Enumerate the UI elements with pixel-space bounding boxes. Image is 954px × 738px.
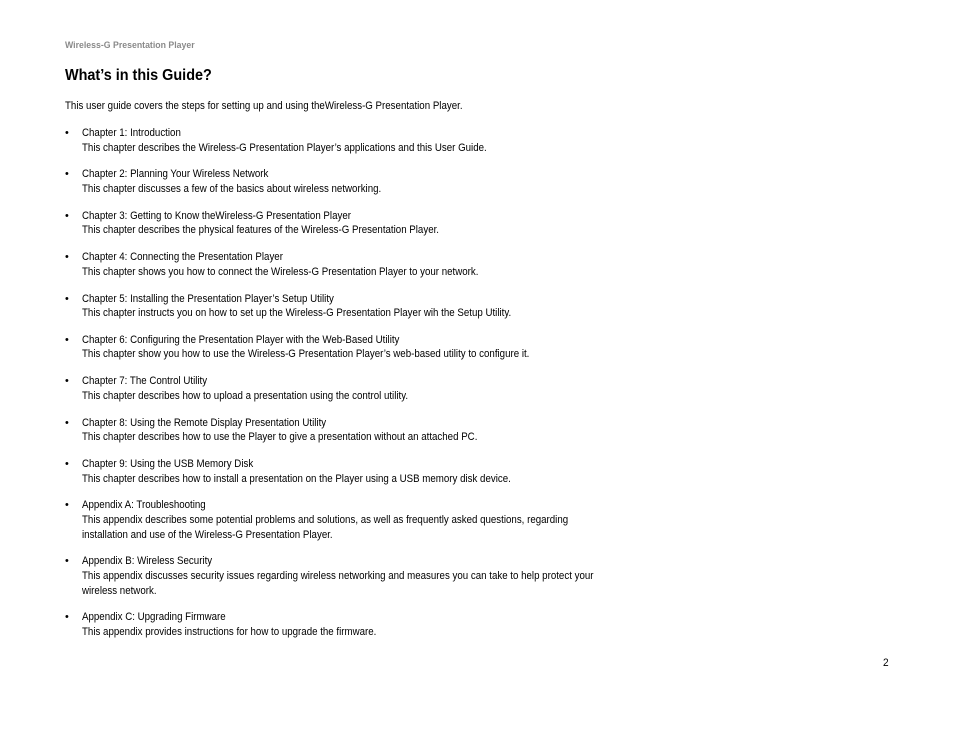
list-item	[65, 416, 625, 445]
chapter-description: This chapter describes the Wireless-G Presentation Player’s applications and this User Guide.	[82, 141, 487, 154]
list-item	[65, 457, 625, 486]
running-header: Wireless-G Presentation Player	[65, 40, 195, 51]
chapter-description: This chapter describes how to upload a presentation using the control utility.	[82, 389, 409, 402]
bullet: •	[65, 168, 69, 181]
appendix-title: Appendix C: Upgrading Firmware	[82, 611, 226, 624]
bullet: •	[65, 555, 69, 568]
appendix-description: This appendix provides instructions for how to upgrade the firmware.	[82, 625, 377, 638]
chapter-description: This chapter describes the physical features of the Wireless-G Presentation Player.	[82, 224, 440, 237]
bullet: •	[65, 333, 69, 346]
bullet: •	[65, 611, 69, 624]
chapter-title: Chapter 8: Using the Remote Display Presentation Utility	[82, 416, 327, 429]
intro-paragraph: This user guide covers the steps for setting up and using theWireless-G Presentation Player.	[65, 100, 463, 112]
list-item	[65, 554, 625, 598]
list-item	[65, 209, 625, 238]
chapter-description: This chapter shows you how to connect the Wireless-G Presentation Player to your network.	[82, 265, 479, 278]
chapter-description: This chapter show you how to use the Wireless-G Presentation Player’s web-based utility to configure it.	[82, 348, 530, 361]
list-item	[65, 167, 625, 196]
bullet: •	[65, 499, 69, 512]
appendix-description: This appendix describes some potential problems and solutions, as well as frequently asked questions, regarding installation and use of the Wireless-G Presentation Player.	[82, 513, 569, 541]
appendix-description: This appendix discusses security issues regarding wireless networking and measures you can take to help protect your wireless network.	[82, 569, 594, 597]
chapter-description: This chapter describes how to install a presentation on the Player using a USB memory disk device.	[82, 472, 511, 485]
page-number: 2	[883, 657, 889, 669]
chapter-title: Chapter 4: Connecting the Presentation Player	[82, 251, 283, 264]
list-item	[65, 126, 625, 155]
bullet: •	[65, 127, 69, 139]
bullet: •	[65, 375, 69, 388]
appendix-title: Appendix B: Wireless Security	[82, 555, 213, 568]
list-item	[65, 498, 625, 542]
chapter-title: Chapter 3: Getting to Know theWireless-G Presentation Player	[82, 209, 351, 222]
list-item	[65, 610, 625, 639]
chapter-title: Chapter 1: Introduction	[82, 127, 181, 139]
chapter-description: This chapter describes how to use the Player to give a presentation without an attached PC.	[82, 431, 478, 444]
section-title: What’s in this Guide?	[65, 67, 212, 84]
bullet: •	[65, 416, 69, 429]
chapter-description: This chapter instructs you on how to set up the Wireless-G Presentation Player wih the Setup Utility.	[82, 307, 512, 320]
bullet: •	[65, 209, 69, 222]
chapter-list	[65, 126, 625, 652]
chapter-title: Chapter 7: The Control Utility	[82, 375, 208, 388]
list-item	[65, 333, 625, 362]
chapter-title: Chapter 5: Installing the Presentation Player’s Setup Utility	[82, 292, 334, 305]
bullet: •	[65, 292, 69, 305]
chapter-title: Chapter 2: Planning Your Wireless Network	[82, 168, 269, 181]
bullet: •	[65, 251, 69, 264]
appendix-title: Appendix A: Troubleshooting	[82, 499, 206, 512]
list-item	[65, 374, 625, 403]
bullet: •	[65, 458, 69, 470]
list-item	[65, 292, 625, 321]
chapter-title: Chapter 9: Using the USB Memory Disk	[82, 458, 254, 470]
chapter-description: This chapter discusses a few of the basics about wireless networking.	[82, 182, 382, 195]
list-item	[65, 250, 625, 279]
chapter-title: Chapter 6: Configuring the Presentation Player with the Web-Based Utility	[82, 333, 400, 346]
